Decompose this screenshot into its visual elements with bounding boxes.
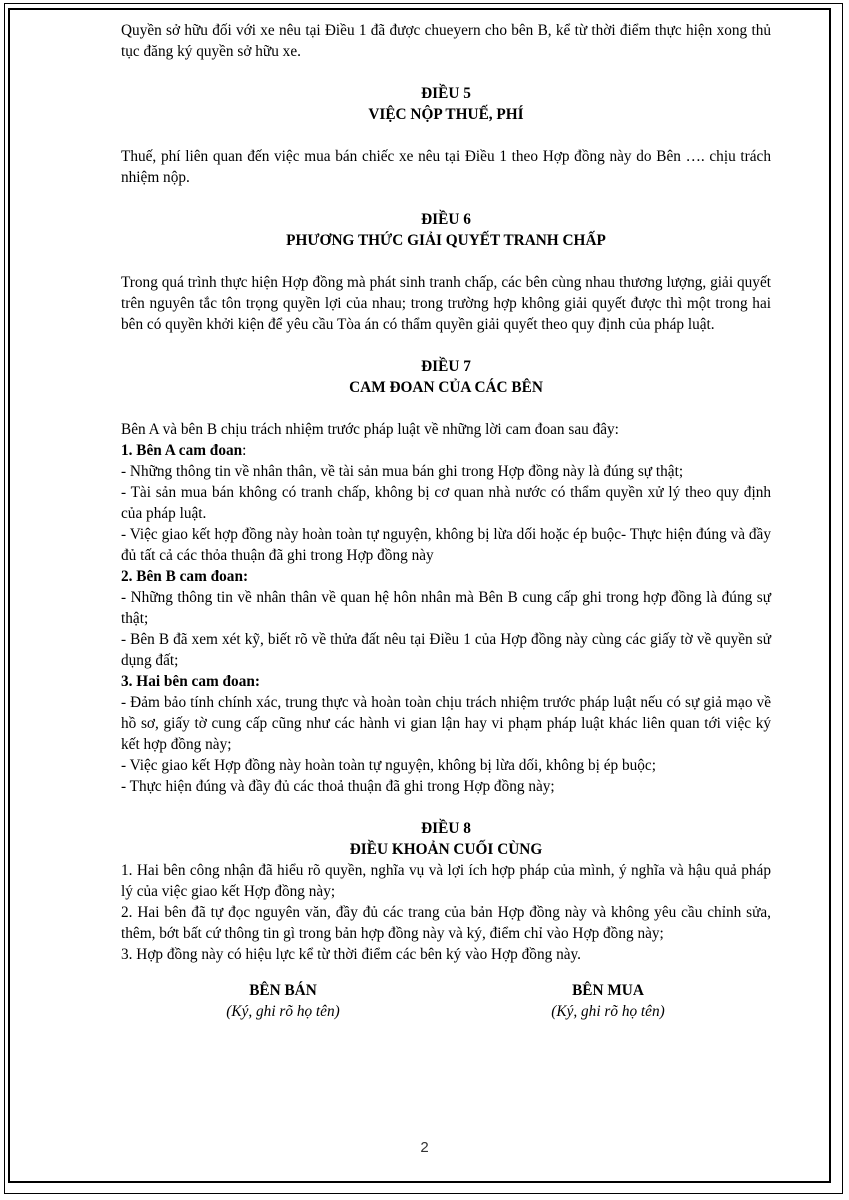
article-8-item: 1. Hai bên công nhận đã hiểu rõ quyền, nghĩa vụ và lợi ích hợp pháp của mình, ý nghĩa và hậu quả pháp lý của việc giao kết Hợp đồng này; — [121, 862, 771, 900]
article-7-intro: Bên A và bên B chịu trách nhiệm trước pháp luật về những lời cam đoan sau đây: — [121, 421, 619, 438]
seller-title: BÊN BÁN — [249, 982, 317, 999]
party-a-item: - Tài sản mua bán không có tranh chấp, không bị cơ quan nhà nước có thẩm quyền xử lý theo quy định của pháp luật. — [121, 484, 771, 522]
intro-paragraph: Quyền sở hữu đối với xe nêu tại Điều 1 đã được chueyern cho bên B, kể từ thời điểm thực hiện xong thủ tục đăng ký quyền sở hữu xe. — [121, 22, 771, 60]
page-number: 2 — [420, 1139, 429, 1156]
article-7-party-a-heading — [121, 440, 771, 461]
seller-sign-note: (Ký, ghi rõ họ tên) — [226, 1003, 340, 1020]
party-a-item: - Những thông tin về nhân thân, về tài sản mua bán ghi trong Hợp đồng này là đúng sự thật; — [121, 463, 684, 480]
document-body — [121, 20, 771, 1022]
article-5-paragraph: Thuế, phí liên quan đến việc mua bán chiếc xe nêu tại Điều 1 theo Hợp đồng này do Bên …. chịu trách nhiệm nộp. — [121, 148, 771, 186]
article-8-number: ĐIỀU 8 — [421, 820, 471, 837]
article-6-number: ĐIỀU 6 — [421, 211, 471, 228]
article-5-title: VIỆC NỘP THUẾ, PHÍ — [368, 106, 524, 123]
article-5-number: ĐIỀU 5 — [421, 85, 471, 102]
party-a-heading-text: 1. Bên A cam đoan — [121, 442, 243, 459]
article-6-paragraph: Trong quá trình thực hiện Hợp đồng mà phát sinh tranh chấp, các bên cùng nhau thương lượng, giải quyết trên nguyên tắc tôn trọng quyền lợi của nhau; trong trường hợp không giải quyết được thì một trong hai bên có quyền khởi kiện để yêu cầu Tòa án có thẩm quyền giải quyết theo quy định của pháp luật. — [121, 274, 771, 333]
article-7-title: CAM ĐOAN CỦA CÁC BÊN — [349, 379, 543, 396]
article-7-number: ĐIỀU 7 — [421, 358, 471, 375]
both-parties-item: - Việc giao kết Hợp đồng này hoàn toàn tự nguyện, không bị lừa dối, không bị ép buộc; — [121, 757, 656, 774]
article-7-both-parties-heading: 3. Hai bên cam đoan: — [121, 673, 260, 690]
article-8-item: 2. Hai bên đã tự đọc nguyên văn, đầy đủ các trang của bản Hợp đồng này và không yêu cầu chỉnh sửa, thêm, bớt bất cứ thông tin gì trong bản hợp đồng này và ký, điểm chỉ vào Hợp đồng này; — [121, 904, 771, 942]
party-a-heading-colon: : — [242, 442, 247, 459]
both-parties-item: - Thực hiện đúng và đầy đủ các thoả thuận đã ghi trong Hợp đồng này; — [121, 778, 555, 795]
article-8-item: 3. Hợp đồng này có hiệu lực kể từ thời điểm các bên ký vào Hợp đồng này. — [121, 946, 581, 963]
buyer-title: BÊN MUA — [572, 982, 644, 999]
party-b-item: - Bên B đã xem xét kỹ, biết rõ về thửa đất nêu tại Điều 1 của Hợp đồng này cùng các giấy tờ về quyền sử dụng đất; — [121, 631, 771, 669]
seller-signature — [173, 980, 393, 1022]
signature-block — [121, 980, 771, 1022]
article-6-title: PHƯƠNG THỨC GIẢI QUYẾT TRANH CHẤP — [286, 232, 606, 249]
party-a-item: - Việc giao kết hợp đồng này hoàn toàn tự nguyện, không bị lừa dối hoặc ép buộc- Thực hiện đúng và đầy đủ tất cả các thỏa thuận đã ghi trong Hợp đồng này — [121, 526, 771, 564]
party-b-item: - Những thông tin về nhân thân về quan hệ hôn nhân mà Bên B cung cấp ghi trong hợp đồng là đúng sự thật; — [121, 589, 771, 627]
buyer-sign-note: (Ký, ghi rõ họ tên) — [551, 1003, 665, 1020]
article-8-title: ĐIỀU KHOẢN CUỐI CÙNG — [349, 841, 543, 858]
buyer-signature — [498, 980, 718, 1022]
both-parties-item: - Đảm bảo tính chính xác, trung thực và hoàn toàn chịu trách nhiệm trước pháp luật nếu có sự giả mạo về hồ sơ, giấy tờ cung cấp cũng như các hành vi gian lận hay vi phạm pháp luật khác liên quan tới việc ký kết hợp đồng này; — [121, 694, 771, 753]
article-7-party-b-heading: 2. Bên B cam đoan: — [121, 568, 249, 585]
